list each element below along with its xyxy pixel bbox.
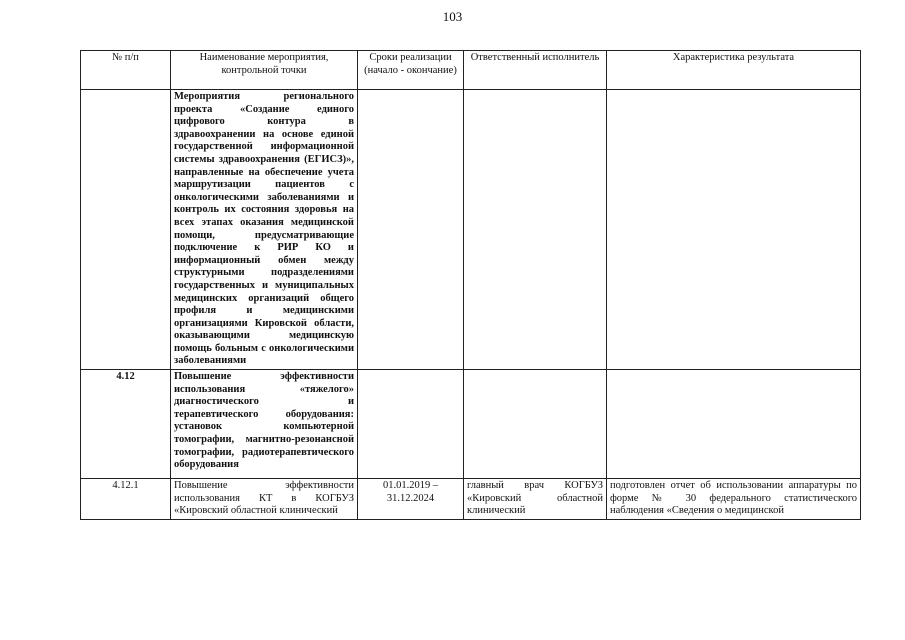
header-executor: Ответственный исполнитель [464,51,607,90]
table-row [81,479,861,520]
header-num: № п/п [81,51,171,90]
header-name: Наименование мероприятия, контрольной точки [171,51,358,90]
cell-dates [358,90,464,370]
cell-name: Мероприятия регионального проекта «Создание единого цифрового контура в здравоохранении на основе единой государственной информационной системы здравоохранения (ЕГИСЗ)», направленные на обеспечение учета маршрутизации пациентов с онкологическими заболеваниями и контроль их состояния здоровья на всех этапах оказания медицинской помощи, предусматривающие подключение к РИР КО и информационный обмен между структурными подразделениями государственных и муниципальных медицинских организаций общего профиля и медицинскими организациями Кировской области, оказывающими медицинскую помощь больным с онкологическими заболеваниями [171,90,358,370]
page-number: 103 [442,9,463,24]
cell-dates: 01.01.2019 – 31.12.2024 [358,479,464,520]
cell-num: 4.12 [81,370,171,479]
table-header-row [81,51,861,90]
cell-name: Повышение эффективности использования КТ в КОГБУЗ «Кировский областной клинический [171,479,358,520]
cell-result: подготовлен отчет об использовании аппаратуры по форме № 30 федерального статистического наблюдения «Сведения о медицинской [607,479,861,520]
cell-executor: главный врач КОГБУЗ «Кировский областной клинический [464,479,607,520]
cell-dates [358,370,464,479]
activities-table [80,50,861,520]
cell-result [607,370,861,479]
header-dates: Сроки реализации (начало - окончание) [358,51,464,90]
cell-executor [464,370,607,479]
cell-num [81,90,171,370]
table-row [81,370,861,479]
cell-name: Повышение эффективности использования «тяжелого» диагностического и терапевтического оборудования: установок компьютерной томографии, магнитно-резонансной томографии, радиотерапевтического оборудования [171,370,358,479]
cell-executor [464,90,607,370]
cell-num: 4.12.1 [81,479,171,520]
header-result: Характеристика результата [607,51,861,90]
table-row [81,90,861,370]
cell-result [607,90,861,370]
